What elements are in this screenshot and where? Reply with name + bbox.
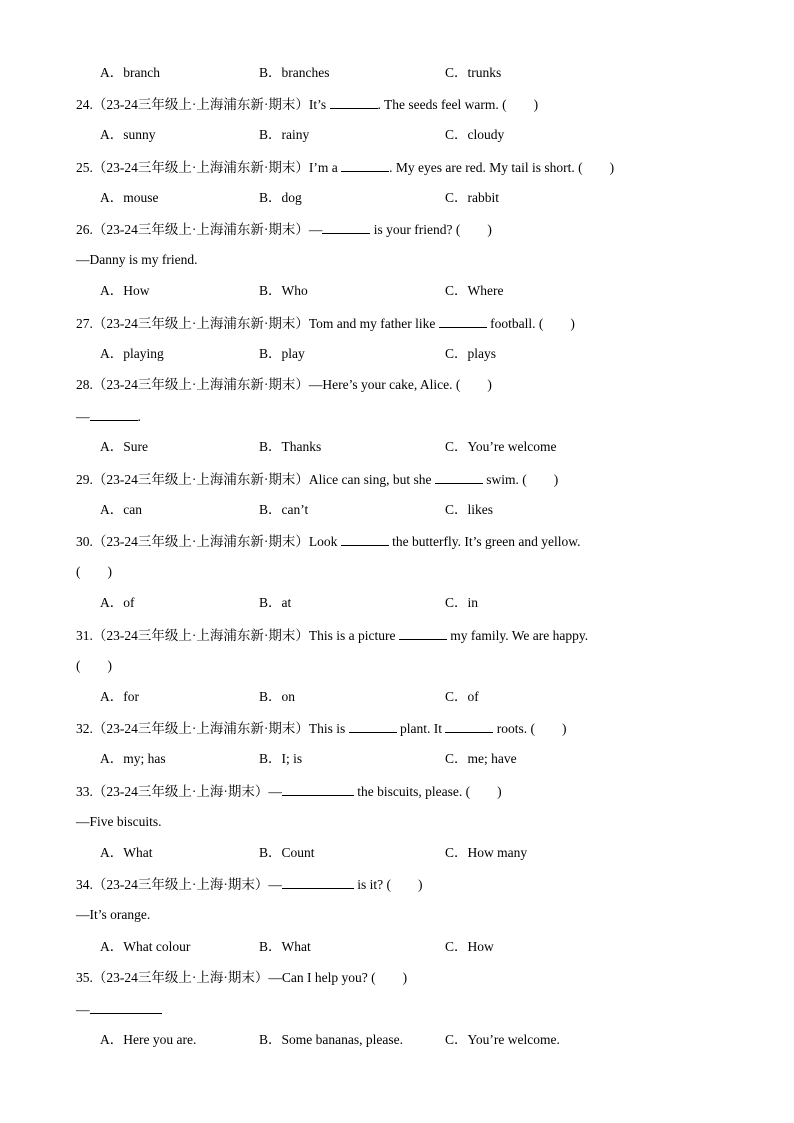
option-a: A．branch [100,65,160,80]
question-source: （23-24三年级上·上海·期末） [92,877,269,892]
question-number: 28. [76,377,93,392]
option-b: B．Thanks [259,439,322,454]
option-c: C．of [445,689,479,704]
answer-blank [90,406,138,421]
option-a: A．How [100,283,150,298]
dash: — [76,409,90,424]
answer-blank [90,999,162,1014]
option-a: A．sunny [100,127,156,142]
answer-blank [341,531,389,546]
period: . [137,409,141,424]
option-a: A．Here you are. [100,1032,197,1047]
option-b: B．Some bananas, please. [259,1032,403,1047]
option-a: A．playing [100,346,164,361]
question-29 [76,469,754,489]
question-27 [76,313,754,333]
answer-blank [282,781,354,796]
question-source: （23-24三年级上·上海浦东新·期末） [92,472,309,487]
option-b: B．can’t [259,502,309,517]
option-a: A．of [100,595,135,610]
question-text-mid: plant. It [396,721,446,736]
question-text-post: . The seeds feel warm. ( ) [377,97,539,112]
question-28 [76,375,754,395]
question-number: 27. [76,316,93,331]
question-source: （23-24三年级上·上海·期末） [92,784,269,799]
answer-blank [341,157,389,172]
question-text-post: swim. ( ) [482,472,559,487]
question-text-pre: Tom and my father like [308,316,439,331]
option-c: C．plays [445,346,497,361]
option-b: B．at [259,595,292,610]
question-number: 24. [76,97,93,112]
question-25 [76,157,754,177]
question-31 [76,625,754,645]
answer-line [76,406,754,426]
option-b: B．dog [259,190,302,205]
option-c: C．likes [445,502,494,517]
question-text-pre: —Here’s your cake, Alice. ( ) [308,377,492,392]
question-34 [76,874,754,894]
question-text-post: the biscuits, please. ( ) [353,784,502,799]
option-c: C．me; have [445,751,517,766]
question-text-pre: This is [308,721,349,736]
question-number: 26. [76,222,93,237]
option-b: B．branches [259,65,330,80]
question-text-pre: — [308,222,323,237]
option-b: B．on [259,689,296,704]
question-source: （23-24三年级上·上海浦东新·期末） [92,160,309,175]
option-c: C．How [445,939,494,954]
question-30 [76,531,754,551]
question-source: （23-24三年级上·上海浦东新·期末） [92,534,309,549]
option-c: C．How many [445,845,528,860]
question-text-post: the butterfly. It’s green and yellow. [388,534,581,549]
question-number: 35. [76,970,93,985]
question-text-pre: Alice can sing, but she [308,472,435,487]
option-a: A．my; has [100,751,166,766]
answer-blank [330,94,378,109]
option-a: A．for [100,689,139,704]
question-number: 30. [76,534,93,549]
question-33 [76,781,754,801]
answer-blank [445,718,493,733]
option-c: C．rabbit [445,190,499,205]
answer-blank [399,625,447,640]
question-32 [76,718,754,738]
dialogue-line: —Five biscuits. [76,814,162,829]
dialogue-line: —It’s orange. [76,907,151,922]
option-c: C．Where [445,283,504,298]
dialogue-line: —Danny is my friend. [76,252,198,267]
answer-blank [435,469,483,484]
question-text-post: roots. ( ) [493,721,567,736]
question-number: 29. [76,472,93,487]
answer-parentheses: ( ) [76,564,112,579]
question-text-pre: — [268,877,282,892]
question-text-pre: — [268,784,282,799]
question-text-post: football. ( ) [486,316,575,331]
option-c: C．You’re welcome. [445,1032,560,1047]
option-b: B．I; is [259,751,303,766]
option-a: A．What colour [100,939,191,954]
question-source: （23-24三年级上·上海·期末） [92,970,269,985]
question-source: （23-24三年级上·上海浦东新·期末） [92,97,309,112]
answer-parentheses: ( ) [76,658,112,673]
question-source: （23-24三年级上·上海浦东新·期末） [92,721,309,736]
question-text-pre: It’s [308,97,330,112]
question-source: （23-24三年级上·上海浦东新·期末） [92,377,309,392]
option-c: C．in [445,595,479,610]
question-number: 34. [76,877,93,892]
option-c: C．cloudy [445,127,505,142]
question-35 [76,968,754,988]
question-source: （23-24三年级上·上海浦东新·期末） [92,222,309,237]
question-number: 31. [76,628,93,643]
dash: — [76,1002,90,1017]
question-text-post: my family. We are happy. [446,628,589,643]
question-text-pre: Look [308,534,341,549]
option-b: B．Count [259,845,315,860]
question-number: 32. [76,721,93,736]
question-source: （23-24三年级上·上海浦东新·期末） [92,628,309,643]
answer-blank [282,874,354,889]
question-number: 33. [76,784,93,799]
question-26 [76,219,754,239]
option-a: A．Sure [100,439,148,454]
option-a: A．mouse [100,190,159,205]
answer-blank [439,313,487,328]
question-source: （23-24三年级上·上海浦东新·期末） [92,316,309,331]
option-b: B．What [259,939,311,954]
option-a: A．What [100,845,153,860]
answer-blank [322,219,370,234]
option-c: C．trunks [445,65,502,80]
question-text-post: . My eyes are red. My tail is short. ( ) [389,160,615,175]
question-text-post: is your friend? ( ) [370,222,492,237]
question-text-post: is it? ( ) [353,877,423,892]
question-text-pre: —Can I help you? ( ) [268,970,408,985]
answer-line [76,999,754,1019]
option-b: B．rainy [259,127,310,142]
option-a: A．can [100,502,142,517]
option-c: C．You’re welcome [445,439,557,454]
option-b: B．play [259,346,305,361]
question-24 [76,94,754,114]
option-b: B．Who [259,283,308,298]
answer-blank [349,718,397,733]
question-number: 25. [76,160,93,175]
question-text-pre: I’m a [308,160,342,175]
question-text-pre: This is a picture [308,628,399,643]
